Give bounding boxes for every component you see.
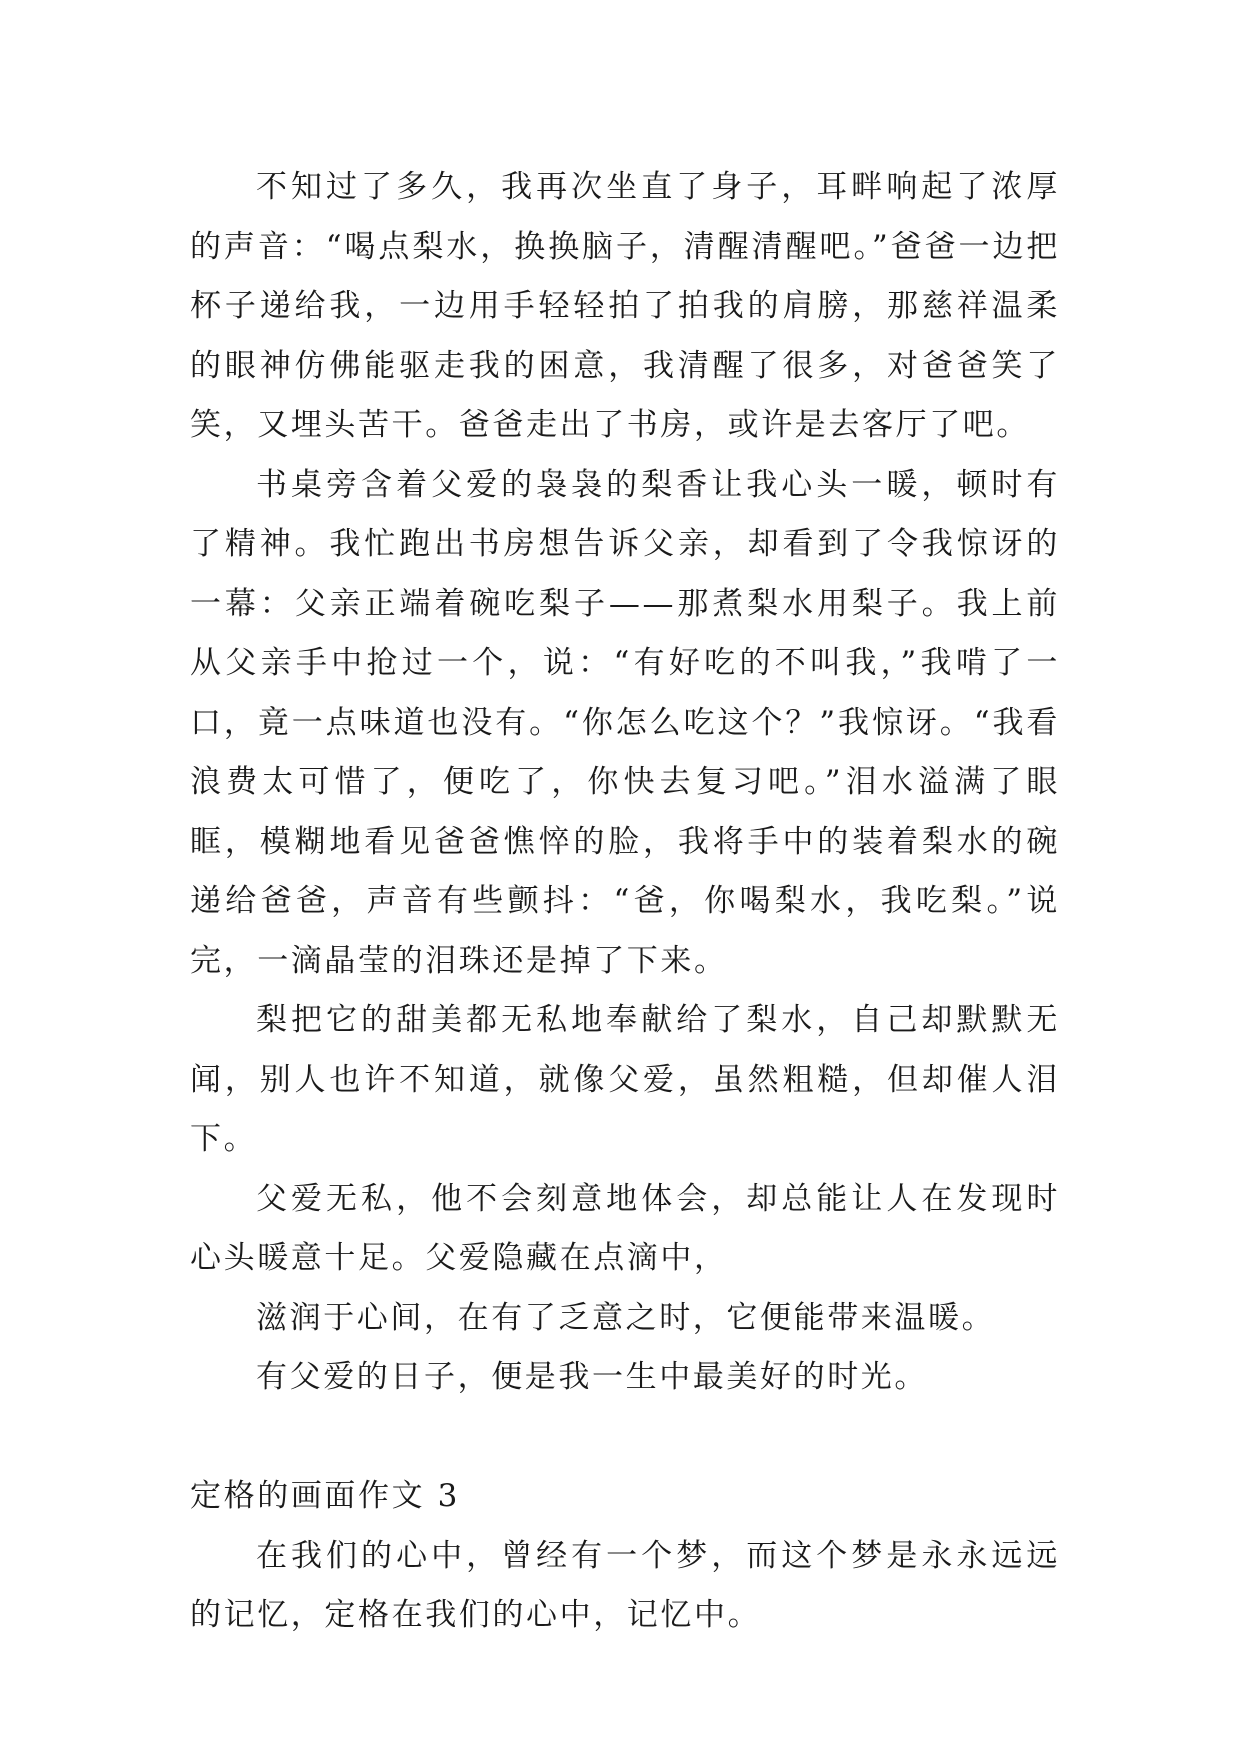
paragraph: 不知过了多久，我再次坐直了身子，耳畔响起了浓厚的声音：“喝点梨水，换换脑子，清醒清醒吧。”爸爸一边把杯子递给我，一边用手轻轻拍了拍我的肩膀，那慈祥温柔的眼神仿佛能驱走我的困意，我清醒了很多，对爸爸笑了笑，又埋头苦干。爸爸走出了书房，或许是去客厅了吧。 [190,169,1060,443]
section-title: 定格的画面作文 3 [190,1478,460,1514]
paragraph: 滋润于心间，在有了乏意之时，它便能带来温暖。 [256,1299,996,1336]
paragraph: 梨把它的甜美都无私地奉献给了梨水，自己却默默无闻，别人也许不知道，就像父爱，虽然粗糙，但却催人泪下。 [190,1002,1060,1157]
paragraph: 父爱无私，他不会刻意地体会，却总能让人在发现时心头暖意十足。父爱隐藏在点滴中， [190,1180,1060,1276]
paragraph: 书桌旁含着父爱的袅袅的梨香让我心头一暖，顿时有了精神。我忙跑出书房想告诉父亲，却看到了令我惊讶的一幕：父亲正端着碗吃梨子——那煮梨水用梨子。我上前从父亲手中抢过一个，说：“有好吃的不叫我，”我啃了一口，竟一点味道也没有。“你怎么吃这个？”我惊讶。“我看浪费太可惜了，便吃了，你快去复习吧。”泪水溢满了眼眶，模糊地看见爸爸憔悴的脸，我将手中的装着梨水的碗递给爸爸，声音有些颤抖：“爸，你喝梨水，我吃梨。”说完，一滴晶莹的泪珠还是掉了下来。 [190,466,1060,979]
document-body [190,158,1060,1646]
paragraph: 在我们的心中，曾经有一个梦，而这个梦是永永远远的记忆，定格在我们的心中，记忆中。 [190,1537,1060,1633]
paragraph: 有父爱的日子，便是我一生中最美好的时光。 [256,1359,928,1395]
section-gap [190,1408,1060,1468]
